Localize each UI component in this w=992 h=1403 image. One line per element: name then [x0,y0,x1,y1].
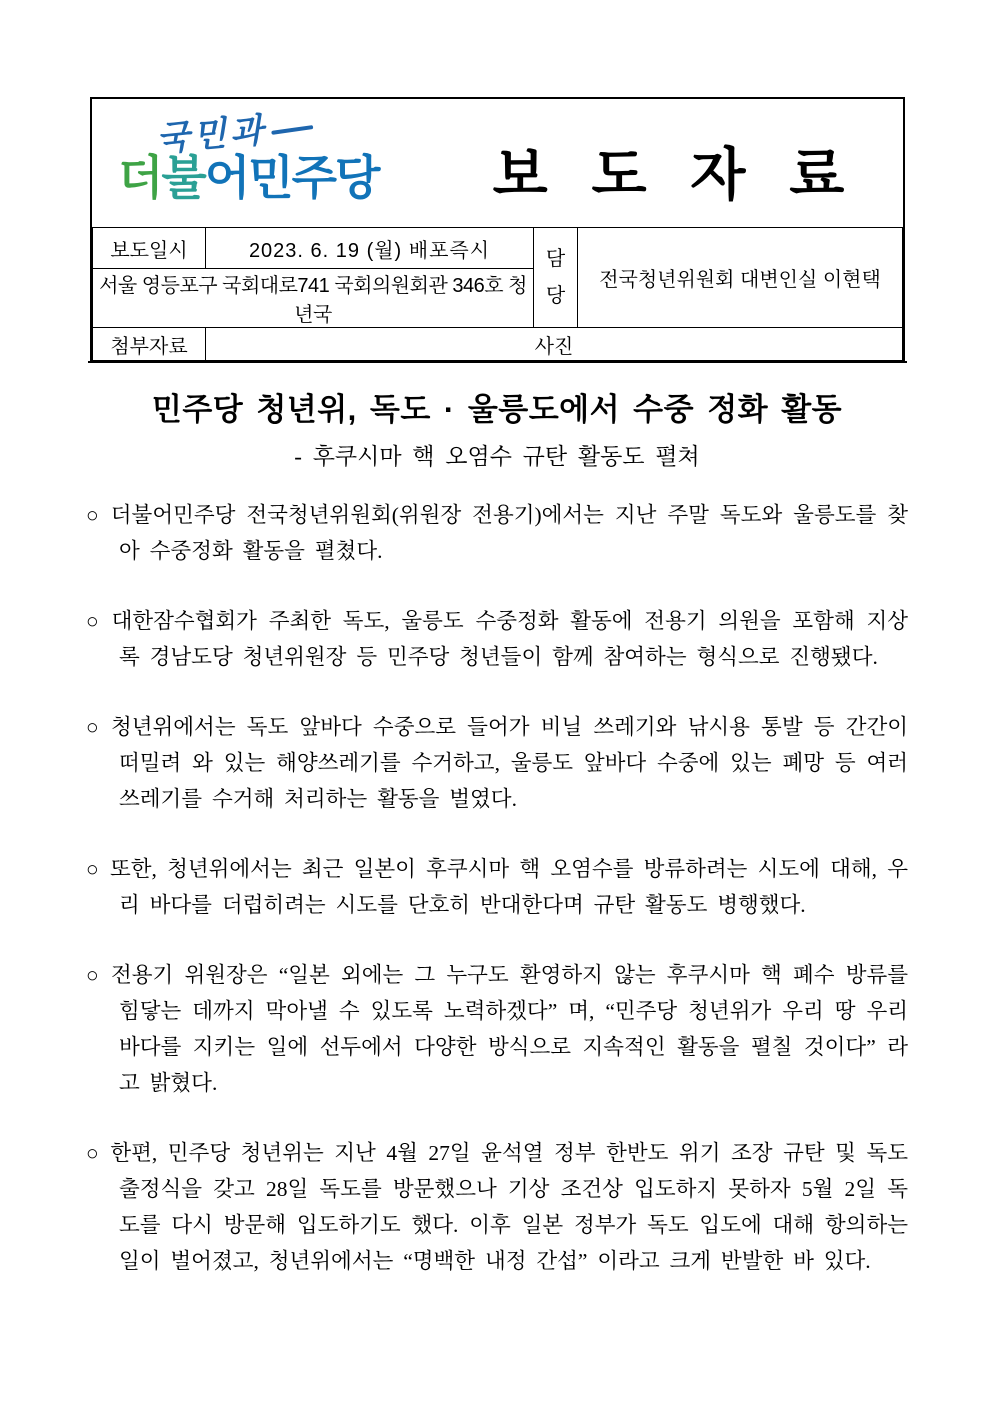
logo-wordmark-part-teal: 불 [161,151,205,204]
bullet-circle-icon: ○ [86,963,100,987]
release-date-label: 보도일시 [93,228,206,269]
logo-script-text: 국민과 [154,98,314,160]
paragraph-3-text: 청년위에서는 독도 앞바다 수중으로 들어가 비닐 쓰레기와 낚시용 통발 등 간간이 떠밀려 와 있는 해양쓰레기를 수거하고, 울릉도 앞바다 수중에 있는 폐망 등 여러 쓰레기를 수거해 처리하는 활동을 벌였다. [110,715,908,811]
paragraph-list [86,497,908,1279]
bullet-circle-icon: ○ [86,503,100,527]
release-date-value: 2023. 6. 19 (월) 배포즉시 [206,228,534,269]
paragraph-1-text: 더불어민주당 전국청년위원회(위원장 전용기)에서는 지난 주말 독도와 울릉도를 찾아 수중정화 활동을 펼쳤다. [110,503,908,563]
bullet-circle-icon: ○ [86,857,99,881]
bullet-circle-icon: ○ [86,1141,100,1165]
paragraph-3 [86,709,908,817]
paragraph-5-text: 전용기 위원장은 “일본 외에는 그 누구도 환영하지 않는 후쿠시마 핵 폐수 방류를 힘닿는 데까지 막아낼 수 있도록 노력하겠다” 며, “민주당 청년위가 우리 땅 우리 바다를 지키는 일에 선두에서 다양한 방식으로 지속적인 활동을 펼칠 것이다” 라고 밝혔다. [110,963,909,1095]
attachment-value: 사진 [206,328,903,361]
bullet-circle-icon: ○ [86,715,100,739]
header-banner [92,99,903,227]
divider-line [88,361,907,363]
contact-value: 전국청년위원회 대변인실 이현택 [578,228,903,328]
paragraph-6 [86,1135,908,1279]
logo-wordmark [118,152,378,204]
attachment-label: 첨부자료 [93,328,206,361]
doc-type-title: 보 도 자 료 [492,143,859,207]
article-title: 민주당 청년위, 독도 · 울릉도에서 수중 정화 활동 [151,392,843,427]
info-table [92,227,903,361]
address: 서울 영등포구 국회대로741 국회의원회관 346호 청년국 [93,269,534,328]
party-logo [118,105,378,204]
header-box [90,97,905,363]
contact-label: 담당 [534,228,578,328]
paragraph-2 [86,603,908,675]
logo-wordmark-part-blue: 어민주당 [204,151,379,204]
paragraph-4-text: 또한, 청년위에서는 최근 일본이 후쿠시마 핵 오염수를 방류하려는 시도에 대해, 우리 바다를 더럽히려는 시도를 단호히 반대한다며 규탄 활동도 병행했다. [110,857,908,917]
logo-wordmark-part-green: 더 [118,151,162,204]
release-date-row [93,228,903,269]
paragraph-1 [86,497,908,569]
article-body [86,378,908,1313]
bullet-circle-icon: ○ [86,609,101,633]
attachment-row [93,328,903,361]
paragraph-5 [86,957,908,1101]
paragraph-4 [86,851,908,923]
paragraph-6-text: 한편, 민주당 청년위는 지난 4월 27일 윤석열 정부 한반도 위기 조장 규탄 및 독도 출정식을 갖고 28일 독도를 방문했으나 기상 조건상 입도하지 못하자 5월 2일 독도를 다시 방문해 입도하기도 했다. 이후 일본 정부가 독도 입도에 대해 항의하는 일이 벌어졌고, 청년위에서는 “명백한 내정 간섭” 이라고 크게 반발한 바 있다. [110,1141,908,1273]
article-subtitle: - 후쿠시마 핵 오염수 규탄 활동도 펼쳐 [294,444,700,469]
paragraph-2-text: 대한잠수협회가 주최한 독도, 울릉도 수중정화 활동에 전용기 의원을 포함해 지상록 경남도당 청년위원장 등 민주당 청년들이 함께 참여하는 형식으로 진행됐다. [111,609,908,669]
